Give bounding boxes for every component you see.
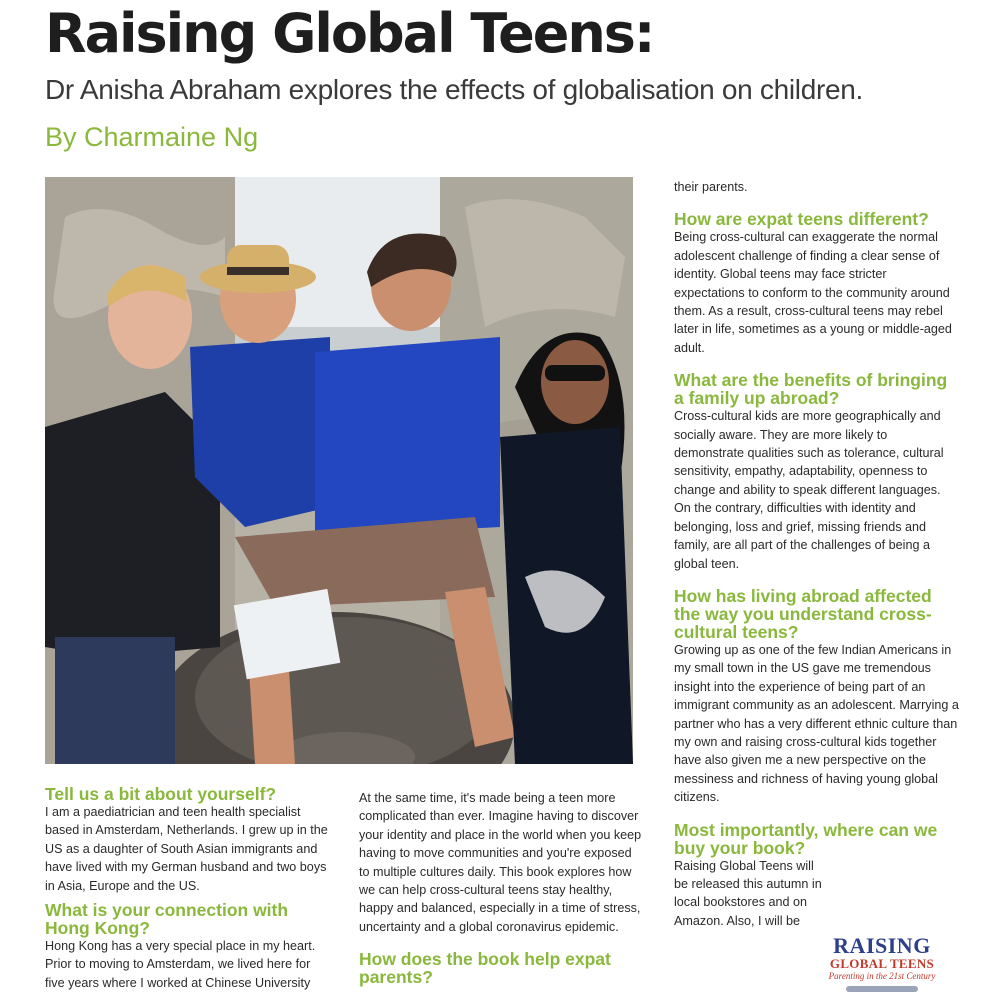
question-buy-book: Most importantly, where can we buy your book? <box>674 819 938 858</box>
question-about-yourself: Tell us a bit about yourself? <box>45 784 277 804</box>
paragraph-continued: their parents. <box>674 180 748 194</box>
book-cover <box>822 935 942 996</box>
article-byline: By Charmaine Ng <box>45 122 259 152</box>
book-cover-line1: RAISING <box>833 935 931 958</box>
answer-living-abroad: Growing up as one of the few Indian Americans in my small town in the US gave me tremendous insight into the experience of being part of an immigrant community as an adolescent. Marrying a partner who has a very different ethnic culture than my own and raising cross-cultural kids together have also given me a new perspective on the messiness and richness of having young global citizens. <box>674 642 959 805</box>
book-cover-line2: GLOBAL TEENS <box>829 956 935 971</box>
question-hong-kong: What is your connection with Hong Kong? <box>45 900 289 939</box>
book-cover-image-strip <box>846 986 918 992</box>
paragraph-book-overview: At the same time, it's made being a teen more complicated than ever. Imagine having to discover your identity and place in the world when you keep having to move communities and you're exposed to multiple cultures daily. This book explores how we can help cross-cultural teens stay healthy, happy and balanced, especially in a time of stress, uncertainty and a global coronavirus epidemic. <box>359 791 642 934</box>
answer-benefits: Cross-cultural kids are more geographically and socially aware. They are more likely to demonstrate qualities such as tolerance, cultural sensitivity, empathy, adaptability, openness to change and ability to speak different languages. On the contrary, difficulties with identity and belonging, loss and grief, missing friends and family, are all part of the challenges of being a global teen. <box>674 409 944 571</box>
question-book-help: How does the book help expat parents? <box>359 949 611 988</box>
column-right <box>674 178 959 930</box>
answer-about-yourself: I am a paediatrician and teen health specialist based in Amsterdam, Netherlands. I grew up in the US as a daughter of South Asian immigrants and have lived with my German husband and two boys in Asia, Europe and the US. <box>45 805 328 893</box>
answer-buy-book: Raising Global Teens will be released this autumn in local bookstores and on Amazon. Also, I will be <box>674 858 822 928</box>
family-photo <box>45 177 633 764</box>
column-middle <box>359 789 644 986</box>
article-title: Raising Global Teens: <box>45 2 654 65</box>
question-living-abroad: How has living abroad affected the way you understand cross-cultural teens? <box>674 585 932 642</box>
book-cover-line3: Parenting in the 21st Century <box>828 971 936 981</box>
column-left <box>45 785 330 992</box>
article-subtitle: Dr Anisha Abraham explores the effects of globalisation on children. <box>45 74 864 105</box>
question-benefits: What are the benefits of bringing a family up abroad? <box>674 370 948 409</box>
question-expat-teens: How are expat teens different? <box>674 209 929 230</box>
answer-expat-teens: Being cross-cultural can exaggerate the normal adolescent challenge of finding a clear sense of identity. Global teens may face stricter expectations to conform to the community around them. As a result, cross-cultural teens may rebel later in life, sometimes as a young or middle-aged adult. <box>674 230 952 355</box>
answer-hong-kong: Hong Kong has a very special place in my heart. Prior to moving to Amsterdam, we lived here for five years where I worked at Chinese University <box>45 939 316 990</box>
